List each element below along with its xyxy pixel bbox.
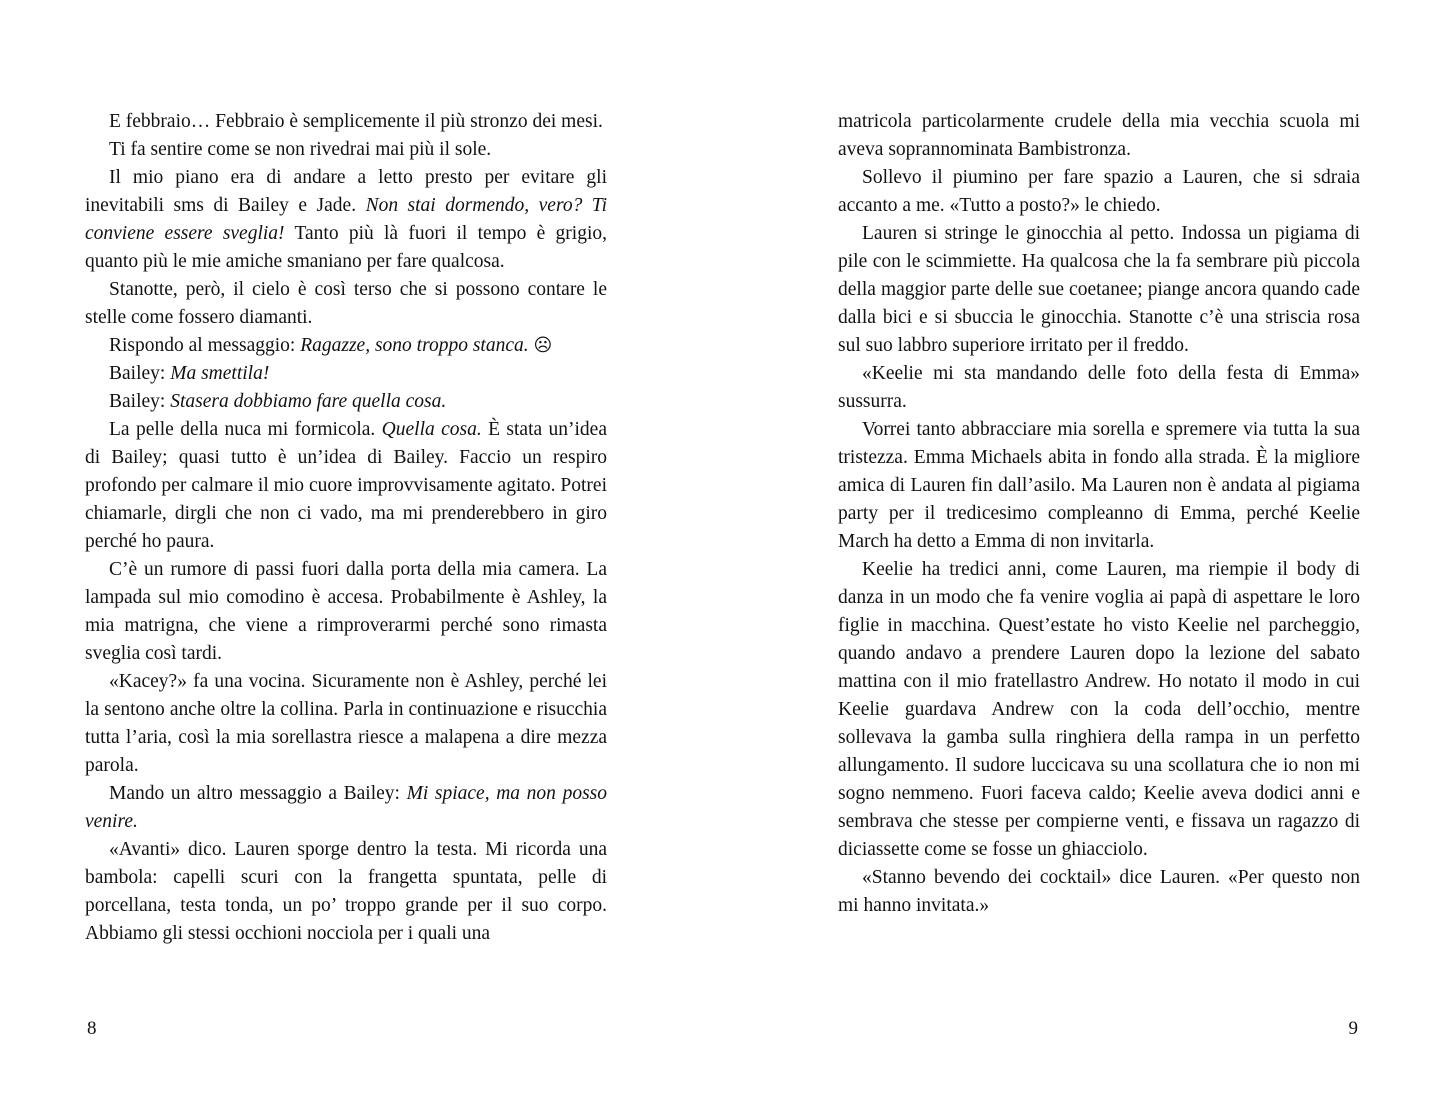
- text-run: È stata un’idea di Bailey; quasi tutto è un’idea di Bailey. Faccio un respiro profondo per calmare il mio cuore improvvisamente agitato. Potrei chiamarle, dirgli che non ci vado, ma mi prenderebbero in giro perché ho paura.: [85, 419, 607, 552]
- right-page-text: [838, 108, 1360, 920]
- text-run: Lauren si stringe le ginocchia al petto. Indossa un pigiama di pile con le scimmiette. Ha qualcosa che la fa sembrare più piccola della maggior parte delle sue coetanee; piange ancora quando cade dalla bici e si sbuccia le ginocchia. Stanotte c’è una striscia rosa sul suo labbro superiore irritato per il freddo.: [838, 223, 1360, 356]
- paragraph: [838, 864, 1360, 920]
- text-run: Sollevo il piumino per fare spazio a Lauren, che si sdraia accanto a me. «Tutto a posto?» le chiedo.: [838, 167, 1360, 216]
- text-run: Il mio piano era di andare a letto presto per evitare gli inevitabili sms di Bailey e Jade.: [85, 167, 607, 216]
- paragraph: [85, 136, 607, 164]
- paragraph: [85, 388, 607, 416]
- text-run: Bailey:: [109, 363, 171, 384]
- italic-text-run: Non stai dormendo, vero? Ti conviene essere sveglia!: [85, 195, 607, 244]
- paragraph: [838, 360, 1360, 416]
- text-run: C’è un rumore di passi fuori dalla porta della mia camera. La lampada sul mio comodino è accesa. Probabilmente è Ashley, la mia matrigna, che viene a rimproverarmi perché sono rimasta sveglia così tardi.: [85, 559, 607, 664]
- text-run: E febbraio… Febbraio è semplicemente il più stronzo dei mesi.: [109, 111, 603, 132]
- text-run: Keelie ha tredici anni, come Lauren, ma riempie il body di danza in un modo che fa venire voglia ai papà di aspettare le loro figlie in macchina. Quest’estate ho visto Keelie nel parcheggio, quando andavo a prendere Lauren dopo la lezione del sabato mattina con il mio fratellastro Andrew. Ho notato il modo in cui Keelie guardava Andrew con la coda dell’occhio, mentre sollevava la gamba sulla ringhiera della rampa in un perfetto allungamento. Il sudore luccicava su una scollatura che io non mi sogno nemmeno. Fuori faceva caldo; Keelie aveva dodici anni e sembrava che stesse per compierne venti, e fissava un ragazzo di diciassette come se fosse un ghiacciolo.: [838, 559, 1360, 860]
- paragraph: [838, 108, 1360, 164]
- paragraph: [838, 164, 1360, 220]
- paragraph: [85, 108, 607, 136]
- left-page-number: 8: [87, 1018, 97, 1039]
- text-run: Tanto più là fuori il tempo è grigio, quanto più le mie amiche smaniano per fare qualcosa.: [85, 223, 607, 272]
- text-run: Mando un altro messaggio a Bailey:: [109, 783, 407, 804]
- paragraph: [85, 332, 607, 360]
- text-run: Stanotte, però, il cielo è così terso che si possono contare le stelle come fossero diamanti.: [85, 279, 607, 328]
- paragraph: [85, 164, 607, 276]
- left-page-text: [85, 108, 607, 948]
- text-run: Vorrei tanto abbracciare mia sorella e spremere via tutta la sua tristezza. Emma Michaels abita in fondo alla strada. È la migliore amica di Lauren fin dall’asilo. Ma Lauren non è andata al pigiama party per il tredicesimo compleanno di Emma, perché Keelie March ha detto a Emma di non invitarla.: [838, 419, 1360, 552]
- text-run: Rispondo al messaggio:: [109, 335, 301, 356]
- paragraph: [838, 220, 1360, 360]
- text-run: «Kacey?» fa una vocina. Sicuramente non è Ashley, perché lei la sentono anche oltre la collina. Parla in continuazione e risucchia tutta l’aria, così la mia sorellastra riesce a malapena a dire mezza parola.: [85, 671, 607, 776]
- paragraph: [85, 836, 607, 948]
- frowning-face-emoticon: ☹: [533, 335, 553, 356]
- text-run: «Keelie mi sta mandando delle foto della festa di Emma» sussurra.: [838, 363, 1360, 412]
- paragraph: [85, 780, 607, 836]
- paragraph: [85, 276, 607, 332]
- text-run: Ti fa sentire come se non rivedrai mai più il sole.: [109, 139, 492, 160]
- italic-text-run: Stasera dobbiamo fare quella cosa.: [170, 391, 447, 412]
- italic-text-run: Quella cosa.: [381, 419, 482, 440]
- right-page-number: 9: [1348, 1018, 1358, 1039]
- text-run: «Avanti» dico. Lauren sporge dentro la testa. Mi ricorda una bambola: capelli scuri con la frangetta spuntata, pelle di porcellana, testa tonda, un po’ troppo grande per il suo corpo. Abbiamo gli stessi occhioni nocciola per i quali una: [85, 839, 607, 944]
- paragraph: [85, 668, 607, 780]
- text-run: «Stanno bevendo dei cocktail» dice Lauren. «Per questo non mi hanno invitata.»: [838, 867, 1360, 916]
- paragraph: [85, 360, 607, 388]
- text-run: La pelle della nuca mi formicola.: [109, 419, 382, 440]
- paragraph: [838, 556, 1360, 864]
- italic-text-run: Ragazze, sono troppo stanca.: [300, 335, 529, 356]
- text-run: matricola particolarmente crudele della mia vecchia scuola mi aveva soprannominata Bambistronza.: [838, 111, 1360, 160]
- text-run: Bailey:: [109, 391, 171, 412]
- italic-text-run: Mi spiace, ma non posso venire.: [85, 783, 607, 832]
- paragraph: [85, 416, 607, 556]
- paragraph: [838, 416, 1360, 556]
- paragraph: [85, 556, 607, 668]
- italic-text-run: Ma smettila!: [170, 363, 270, 384]
